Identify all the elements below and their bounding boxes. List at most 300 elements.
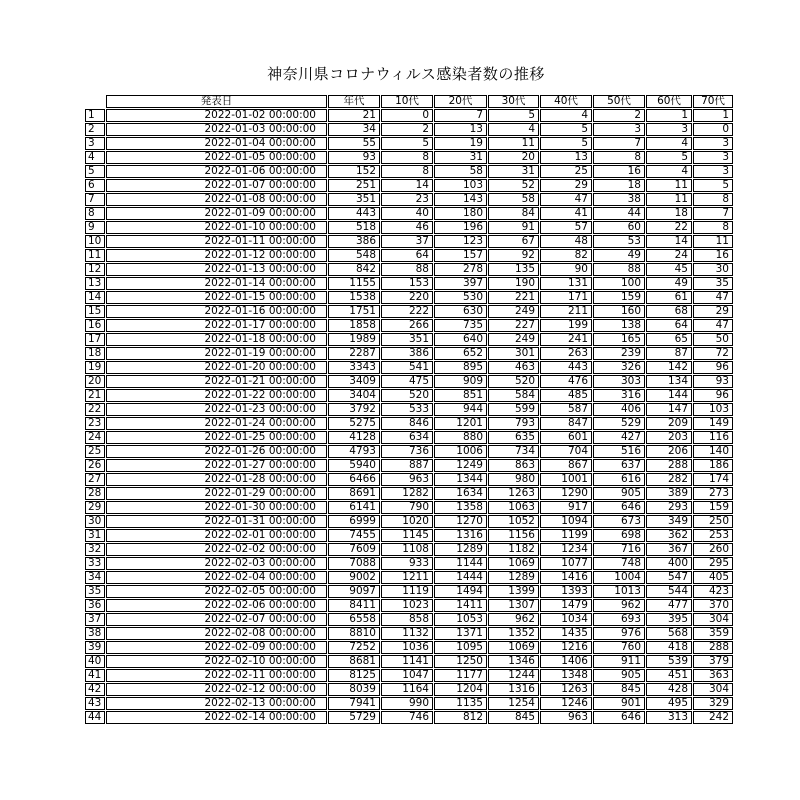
row-index-cell: 36 — [85, 599, 105, 612]
value-cell-20代: 1411 — [434, 599, 487, 612]
date-cell: 2022-01-15 00:00:00 — [106, 291, 327, 304]
table-row — [85, 207, 733, 220]
date-cell: 2022-01-12 00:00:00 — [106, 249, 327, 262]
value-cell-70代: 16 — [693, 249, 733, 262]
date-cell: 2022-01-07 00:00:00 — [106, 179, 327, 192]
value-cell-30代: 1156 — [488, 529, 539, 542]
value-cell-40代: 443 — [540, 361, 592, 374]
value-cell-40代: 917 — [540, 501, 592, 514]
value-cell-70代: 174 — [693, 473, 733, 486]
value-cell-60代: 282 — [646, 473, 692, 486]
row-index-cell: 8 — [85, 207, 105, 220]
value-cell-20代: 103 — [434, 179, 487, 192]
table-header — [85, 95, 733, 108]
value-cell-40代: 476 — [540, 375, 592, 388]
value-cell-20代: 1053 — [434, 613, 487, 626]
value-cell-20代: 1344 — [434, 473, 487, 486]
table-row — [85, 305, 733, 318]
row-index-cell: 40 — [85, 655, 105, 668]
value-cell-70代: 35 — [693, 277, 733, 290]
value-cell-10代: 5 — [381, 137, 433, 150]
value-cell-20代: 143 — [434, 193, 487, 206]
value-cell-20代: 1249 — [434, 459, 487, 472]
value-cell-30代: 91 — [488, 221, 539, 234]
value-cell-10代: 990 — [381, 697, 433, 710]
value-cell-50代: 637 — [593, 459, 645, 472]
value-cell-30代: 1069 — [488, 641, 539, 654]
value-cell-20代: 530 — [434, 291, 487, 304]
value-cell-60代: 451 — [646, 669, 692, 682]
value-cell-70代: 93 — [693, 375, 733, 388]
value-cell-40代: 1246 — [540, 697, 592, 710]
value-cell-10代: 475 — [381, 375, 433, 388]
value-cell-70代: 149 — [693, 417, 733, 430]
date-cell: 2022-01-14 00:00:00 — [106, 277, 327, 290]
value-cell-20代: 851 — [434, 389, 487, 402]
column-header-4: 30代 — [488, 95, 539, 108]
value-cell-10代: 887 — [381, 459, 433, 472]
value-cell-10代: 1020 — [381, 515, 433, 528]
value-cell-10代: 1132 — [381, 627, 433, 640]
value-cell-30代: 863 — [488, 459, 539, 472]
date-cell: 2022-02-08 00:00:00 — [106, 627, 327, 640]
value-cell-40代: 1216 — [540, 641, 592, 654]
value-cell-10代: 37 — [381, 235, 433, 248]
value-cell-年代: 1989 — [328, 333, 380, 346]
value-cell-年代: 1538 — [328, 291, 380, 304]
value-cell-年代: 93 — [328, 151, 380, 164]
table-row — [85, 543, 733, 556]
value-cell-30代: 249 — [488, 333, 539, 346]
value-cell-30代: 1352 — [488, 627, 539, 640]
row-index-cell: 25 — [85, 445, 105, 458]
table-row — [85, 613, 733, 626]
table-row — [85, 529, 733, 542]
row-index-cell: 13 — [85, 277, 105, 290]
value-cell-10代: 736 — [381, 445, 433, 458]
value-cell-20代: 1144 — [434, 557, 487, 570]
date-cell: 2022-02-13 00:00:00 — [106, 697, 327, 710]
value-cell-70代: 359 — [693, 627, 733, 640]
value-cell-30代: 52 — [488, 179, 539, 192]
value-cell-40代: 57 — [540, 221, 592, 234]
value-cell-60代: 203 — [646, 431, 692, 444]
value-cell-20代: 13 — [434, 123, 487, 136]
value-cell-20代: 1135 — [434, 697, 487, 710]
value-cell-10代: 746 — [381, 711, 433, 724]
value-cell-年代: 842 — [328, 263, 380, 276]
value-cell-10代: 533 — [381, 403, 433, 416]
value-cell-60代: 209 — [646, 417, 692, 430]
value-cell-50代: 760 — [593, 641, 645, 654]
value-cell-50代: 748 — [593, 557, 645, 570]
date-cell: 2022-02-12 00:00:00 — [106, 683, 327, 696]
row-index-cell: 16 — [85, 319, 105, 332]
value-cell-50代: 100 — [593, 277, 645, 290]
date-cell: 2022-01-03 00:00:00 — [106, 123, 327, 136]
value-cell-年代: 8125 — [328, 669, 380, 682]
value-cell-70代: 1 — [693, 109, 733, 122]
value-cell-50代: 159 — [593, 291, 645, 304]
date-cell: 2022-01-24 00:00:00 — [106, 417, 327, 430]
table-row — [85, 193, 733, 206]
value-cell-30代: 1399 — [488, 585, 539, 598]
value-cell-年代: 8411 — [328, 599, 380, 612]
value-cell-30代: 135 — [488, 263, 539, 276]
value-cell-30代: 1289 — [488, 571, 539, 584]
value-cell-50代: 845 — [593, 683, 645, 696]
table-row — [85, 403, 733, 416]
value-cell-20代: 1177 — [434, 669, 487, 682]
value-cell-10代: 933 — [381, 557, 433, 570]
value-cell-70代: 329 — [693, 697, 733, 710]
row-index-cell: 14 — [85, 291, 105, 304]
value-cell-30代: 31 — [488, 165, 539, 178]
table-row — [85, 627, 733, 640]
table-row — [85, 711, 733, 724]
value-cell-30代: 1063 — [488, 501, 539, 514]
value-cell-50代: 53 — [593, 235, 645, 248]
value-cell-50代: 1004 — [593, 571, 645, 584]
row-index-cell: 12 — [85, 263, 105, 276]
value-cell-50代: 693 — [593, 613, 645, 626]
value-cell-年代: 351 — [328, 193, 380, 206]
value-cell-年代: 7609 — [328, 543, 380, 556]
value-cell-60代: 349 — [646, 515, 692, 528]
value-cell-年代: 34 — [328, 123, 380, 136]
value-cell-50代: 406 — [593, 403, 645, 416]
value-cell-30代: 4 — [488, 123, 539, 136]
date-cell: 2022-01-26 00:00:00 — [106, 445, 327, 458]
value-cell-70代: 186 — [693, 459, 733, 472]
value-cell-10代: 1211 — [381, 571, 433, 584]
value-cell-50代: 698 — [593, 529, 645, 542]
value-cell-70代: 379 — [693, 655, 733, 668]
value-cell-10代: 14 — [381, 179, 433, 192]
value-cell-20代: 7 — [434, 109, 487, 122]
value-cell-40代: 1416 — [540, 571, 592, 584]
value-cell-50代: 160 — [593, 305, 645, 318]
column-header-3: 20代 — [434, 95, 487, 108]
table-row — [85, 263, 733, 276]
date-cell: 2022-01-19 00:00:00 — [106, 347, 327, 360]
value-cell-30代: 221 — [488, 291, 539, 304]
value-cell-40代: 90 — [540, 263, 592, 276]
date-cell: 2022-01-13 00:00:00 — [106, 263, 327, 276]
column-header-1: 年代 — [328, 95, 380, 108]
table-row — [85, 557, 733, 570]
value-cell-10代: 351 — [381, 333, 433, 346]
value-cell-年代: 5275 — [328, 417, 380, 430]
value-cell-60代: 293 — [646, 501, 692, 514]
value-cell-60代: 367 — [646, 543, 692, 556]
row-index-cell: 2 — [85, 123, 105, 136]
value-cell-年代: 9002 — [328, 571, 380, 584]
value-cell-50代: 16 — [593, 165, 645, 178]
value-cell-50代: 44 — [593, 207, 645, 220]
row-index-cell: 1 — [85, 109, 105, 122]
value-cell-40代: 29 — [540, 179, 592, 192]
row-index-cell: 44 — [85, 711, 105, 724]
value-cell-10代: 46 — [381, 221, 433, 234]
value-cell-20代: 19 — [434, 137, 487, 150]
value-cell-年代: 3404 — [328, 389, 380, 402]
value-cell-50代: 976 — [593, 627, 645, 640]
row-index-cell: 37 — [85, 613, 105, 626]
value-cell-60代: 14 — [646, 235, 692, 248]
table-row — [85, 319, 733, 332]
value-cell-10代: 220 — [381, 291, 433, 304]
value-cell-60代: 142 — [646, 361, 692, 374]
value-cell-年代: 3343 — [328, 361, 380, 374]
row-index-cell: 39 — [85, 641, 105, 654]
value-cell-40代: 13 — [540, 151, 592, 164]
row-index-cell: 29 — [85, 501, 105, 514]
value-cell-70代: 304 — [693, 613, 733, 626]
value-cell-30代: 1182 — [488, 543, 539, 556]
column-header-6: 50代 — [593, 95, 645, 108]
value-cell-20代: 1634 — [434, 487, 487, 500]
column-header-8: 70代 — [693, 95, 733, 108]
value-cell-年代: 9097 — [328, 585, 380, 598]
table-row — [85, 473, 733, 486]
value-cell-年代: 1751 — [328, 305, 380, 318]
row-index-cell: 30 — [85, 515, 105, 528]
value-cell-40代: 48 — [540, 235, 592, 248]
value-cell-70代: 140 — [693, 445, 733, 458]
value-cell-30代: 463 — [488, 361, 539, 374]
row-index-cell: 10 — [85, 235, 105, 248]
value-cell-60代: 362 — [646, 529, 692, 542]
value-cell-40代: 199 — [540, 319, 592, 332]
value-cell-50代: 3 — [593, 123, 645, 136]
row-index-cell: 6 — [85, 179, 105, 192]
value-cell-70代: 242 — [693, 711, 733, 724]
value-cell-20代: 397 — [434, 277, 487, 290]
value-cell-40代: 485 — [540, 389, 592, 402]
value-cell-10代: 64 — [381, 249, 433, 262]
table-row — [85, 655, 733, 668]
value-cell-20代: 1371 — [434, 627, 487, 640]
value-cell-60代: 49 — [646, 277, 692, 290]
value-cell-20代: 1095 — [434, 641, 487, 654]
table-row — [85, 235, 733, 248]
date-cell: 2022-01-10 00:00:00 — [106, 221, 327, 234]
value-cell-40代: 1479 — [540, 599, 592, 612]
date-cell: 2022-01-30 00:00:00 — [106, 501, 327, 514]
value-cell-10代: 790 — [381, 501, 433, 514]
value-cell-40代: 1406 — [540, 655, 592, 668]
value-cell-30代: 793 — [488, 417, 539, 430]
value-cell-70代: 72 — [693, 347, 733, 360]
value-cell-10代: 2 — [381, 123, 433, 136]
value-cell-60代: 547 — [646, 571, 692, 584]
value-cell-10代: 8 — [381, 151, 433, 164]
table-row — [85, 179, 733, 192]
value-cell-40代: 1234 — [540, 543, 592, 556]
value-cell-20代: 196 — [434, 221, 487, 234]
value-cell-20代: 157 — [434, 249, 487, 262]
value-cell-40代: 1263 — [540, 683, 592, 696]
row-index-cell: 42 — [85, 683, 105, 696]
table-row — [85, 501, 733, 514]
value-cell-年代: 386 — [328, 235, 380, 248]
value-cell-20代: 1201 — [434, 417, 487, 430]
value-cell-30代: 599 — [488, 403, 539, 416]
value-cell-50代: 646 — [593, 501, 645, 514]
value-cell-10代: 1145 — [381, 529, 433, 542]
value-cell-20代: 278 — [434, 263, 487, 276]
value-cell-50代: 616 — [593, 473, 645, 486]
value-cell-年代: 5729 — [328, 711, 380, 724]
row-index-cell: 18 — [85, 347, 105, 360]
row-index-cell: 28 — [85, 487, 105, 500]
value-cell-40代: 1348 — [540, 669, 592, 682]
value-cell-年代: 8691 — [328, 487, 380, 500]
value-cell-年代: 518 — [328, 221, 380, 234]
value-cell-50代: 673 — [593, 515, 645, 528]
value-cell-年代: 5940 — [328, 459, 380, 472]
date-cell: 2022-02-07 00:00:00 — [106, 613, 327, 626]
table-row — [85, 375, 733, 388]
table-row — [85, 389, 733, 402]
value-cell-60代: 147 — [646, 403, 692, 416]
value-cell-60代: 389 — [646, 487, 692, 500]
date-cell: 2022-01-18 00:00:00 — [106, 333, 327, 346]
value-cell-20代: 1316 — [434, 529, 487, 542]
row-index-cell: 31 — [85, 529, 105, 542]
value-cell-40代: 587 — [540, 403, 592, 416]
value-cell-40代: 5 — [540, 137, 592, 150]
value-cell-40代: 171 — [540, 291, 592, 304]
row-index-cell: 20 — [85, 375, 105, 388]
value-cell-30代: 58 — [488, 193, 539, 206]
date-cell: 2022-01-27 00:00:00 — [106, 459, 327, 472]
value-cell-70代: 260 — [693, 543, 733, 556]
value-cell-10代: 1036 — [381, 641, 433, 654]
value-cell-40代: 847 — [540, 417, 592, 430]
value-cell-20代: 1006 — [434, 445, 487, 458]
value-cell-10代: 266 — [381, 319, 433, 332]
date-cell: 2022-01-04 00:00:00 — [106, 137, 327, 150]
date-cell: 2022-01-16 00:00:00 — [106, 305, 327, 318]
value-cell-50代: 239 — [593, 347, 645, 360]
value-cell-30代: 1244 — [488, 669, 539, 682]
table-row — [85, 109, 733, 122]
value-cell-30代: 520 — [488, 375, 539, 388]
value-cell-年代: 6558 — [328, 613, 380, 626]
value-cell-60代: 134 — [646, 375, 692, 388]
row-index-cell: 3 — [85, 137, 105, 150]
value-cell-年代: 8810 — [328, 627, 380, 640]
value-cell-60代: 22 — [646, 221, 692, 234]
date-cell: 2022-01-17 00:00:00 — [106, 319, 327, 332]
row-index-cell: 19 — [85, 361, 105, 374]
table-row — [85, 417, 733, 430]
value-cell-20代: 1270 — [434, 515, 487, 528]
value-cell-40代: 867 — [540, 459, 592, 472]
value-cell-60代: 206 — [646, 445, 692, 458]
value-cell-年代: 3792 — [328, 403, 380, 416]
header-row — [85, 95, 733, 108]
table-row — [85, 249, 733, 262]
value-cell-30代: 20 — [488, 151, 539, 164]
table-row — [85, 165, 733, 178]
table-row — [85, 151, 733, 164]
value-cell-30代: 584 — [488, 389, 539, 402]
value-cell-50代: 316 — [593, 389, 645, 402]
row-index-cell: 7 — [85, 193, 105, 206]
chart-figure — [84, 64, 728, 725]
table-row — [85, 361, 733, 374]
value-cell-10代: 23 — [381, 193, 433, 206]
date-cell: 2022-01-31 00:00:00 — [106, 515, 327, 528]
value-cell-60代: 418 — [646, 641, 692, 654]
value-cell-10代: 40 — [381, 207, 433, 220]
table-row — [85, 221, 733, 234]
value-cell-50代: 18 — [593, 179, 645, 192]
value-cell-年代: 443 — [328, 207, 380, 220]
infection-table — [84, 94, 734, 725]
value-cell-年代: 6466 — [328, 473, 380, 486]
value-cell-60代: 11 — [646, 193, 692, 206]
value-cell-50代: 901 — [593, 697, 645, 710]
value-cell-50代: 88 — [593, 263, 645, 276]
value-cell-40代: 1001 — [540, 473, 592, 486]
value-cell-20代: 1444 — [434, 571, 487, 584]
date-cell: 2022-02-02 00:00:00 — [106, 543, 327, 556]
value-cell-30代: 5 — [488, 109, 539, 122]
value-cell-20代: 31 — [434, 151, 487, 164]
value-cell-70代: 7 — [693, 207, 733, 220]
value-cell-30代: 1316 — [488, 683, 539, 696]
value-cell-50代: 7 — [593, 137, 645, 150]
value-cell-60代: 68 — [646, 305, 692, 318]
table-row — [85, 137, 733, 150]
value-cell-50代: 38 — [593, 193, 645, 206]
value-cell-70代: 304 — [693, 683, 733, 696]
date-cell: 2022-02-03 00:00:00 — [106, 557, 327, 570]
value-cell-40代: 82 — [540, 249, 592, 262]
value-cell-20代: 1250 — [434, 655, 487, 668]
table-row — [85, 571, 733, 584]
value-cell-10代: 634 — [381, 431, 433, 444]
row-index-cell: 34 — [85, 571, 105, 584]
value-cell-40代: 5 — [540, 123, 592, 136]
value-cell-10代: 520 — [381, 389, 433, 402]
value-cell-30代: 635 — [488, 431, 539, 444]
date-cell: 2022-01-28 00:00:00 — [106, 473, 327, 486]
row-index-cell: 5 — [85, 165, 105, 178]
value-cell-70代: 47 — [693, 319, 733, 332]
value-cell-70代: 3 — [693, 137, 733, 150]
value-cell-年代: 152 — [328, 165, 380, 178]
table-row — [85, 585, 733, 598]
value-cell-30代: 249 — [488, 305, 539, 318]
value-cell-年代: 6141 — [328, 501, 380, 514]
value-cell-50代: 165 — [593, 333, 645, 346]
value-cell-70代: 295 — [693, 557, 733, 570]
column-header-5: 40代 — [540, 95, 592, 108]
row-index-cell: 9 — [85, 221, 105, 234]
value-cell-30代: 190 — [488, 277, 539, 290]
value-cell-70代: 288 — [693, 641, 733, 654]
value-cell-10代: 88 — [381, 263, 433, 276]
value-cell-70代: 423 — [693, 585, 733, 598]
value-cell-50代: 529 — [593, 417, 645, 430]
row-index-cell: 33 — [85, 557, 105, 570]
date-cell: 2022-01-23 00:00:00 — [106, 403, 327, 416]
